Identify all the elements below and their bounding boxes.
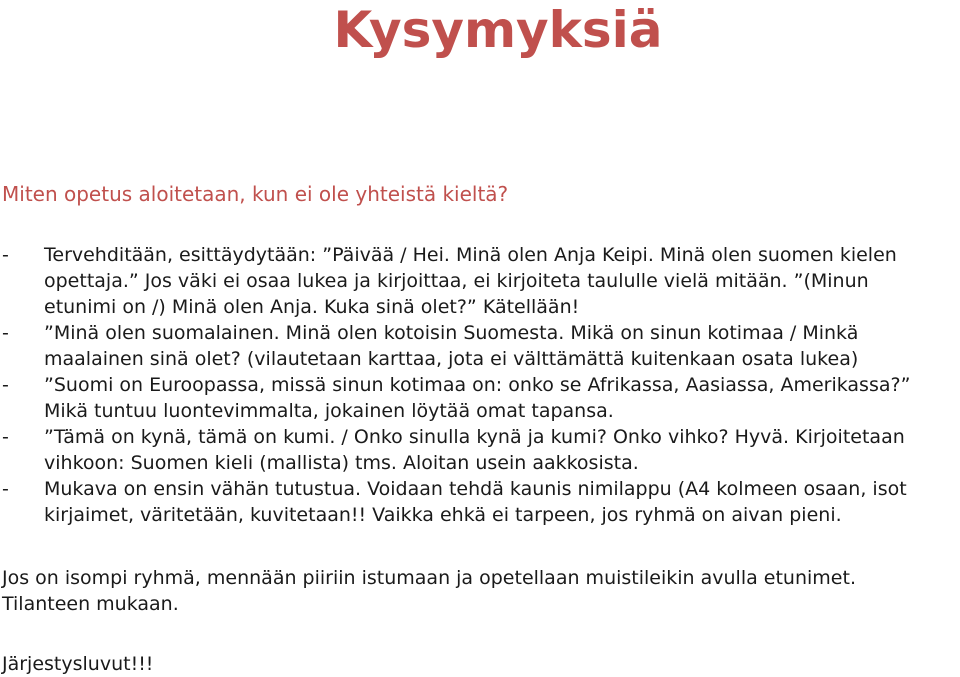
text-line: Tilanteen mukaan. [2, 593, 179, 615]
bullet-item-nationality [2, 320, 958, 372]
bullet-dash: - [2, 244, 9, 266]
text-line: Mikä tuntuu luontevimmalta, jokainen löytää omat tapansa. [44, 400, 614, 422]
bullet-dash: - [2, 478, 9, 500]
group-paragraph [2, 565, 958, 617]
bullet-dash: - [2, 322, 9, 344]
text-line: maalainen sinä olet? (vilautetaan karttaa, jota ei välttämättä kuitenkaan osata lukea) [44, 348, 859, 370]
text-line: ”Tämä on kynä, tämä on kumi. / Onko sinulla kynä ja kumi? Onko vihko? Hyvä. Kirjoitetaan [44, 426, 905, 448]
bullet-dash: - [2, 426, 9, 448]
text-line: vihkoon: Suomen kieli (mallista) tms. Aloitan usein aakkosista. [44, 452, 639, 474]
text-line: ”Suomi on Euroopassa, missä sinun kotimaa on: onko se Afrikassa, Aasiassa, Amerikassa?” [44, 374, 911, 396]
text-line: kirjaimet, väritetään, kuvitetaan!! Vaikka ehkä ei tarpeen, jos ryhmä on aivan pieni. [44, 504, 842, 526]
text-line: Jos on isompi ryhmä, mennään piiriin istumaan ja opetellaan muistileikin avulla etunimet. [2, 567, 856, 589]
slide-title: Kysymyksiä [333, 1, 663, 59]
question-heading: Miten opetus aloitetaan, kun ei ole yhteistä kieltä? [2, 182, 509, 206]
bullet-item-nametag [2, 476, 958, 528]
bullet-dash: - [2, 374, 9, 396]
text-line: ”Minä olen suomalainen. Minä olen kotoisin Suomesta. Mikä on sinun kotimaa / Minkä [44, 322, 859, 344]
text-line: etunimi on /) Minä olen Anja. Kuka sinä olet?” Kätellään! [44, 296, 580, 318]
closing-line: Järjestysluvut!!! [2, 653, 154, 675]
bullet-item-objects [2, 424, 958, 476]
bullet-list [2, 242, 958, 528]
text-line: opettaja.” Jos väki ei osaa lukea ja kirjoittaa, ei kirjoiteta taululle vielä mitään. ”(Minun [44, 270, 869, 292]
text-line: Tervehditään, esittäydytään: ”Päivää / Hei. Minä olen Anja Keipi. Minä olen suomen kielen [44, 244, 897, 266]
bullet-item-greeting [2, 242, 958, 320]
text-line: Mukava on ensin vähän tutustua. Voidaan tehdä kaunis nimilappu (A4 kolmeen osaan, isot [44, 478, 907, 500]
bullet-item-geography [2, 372, 958, 424]
